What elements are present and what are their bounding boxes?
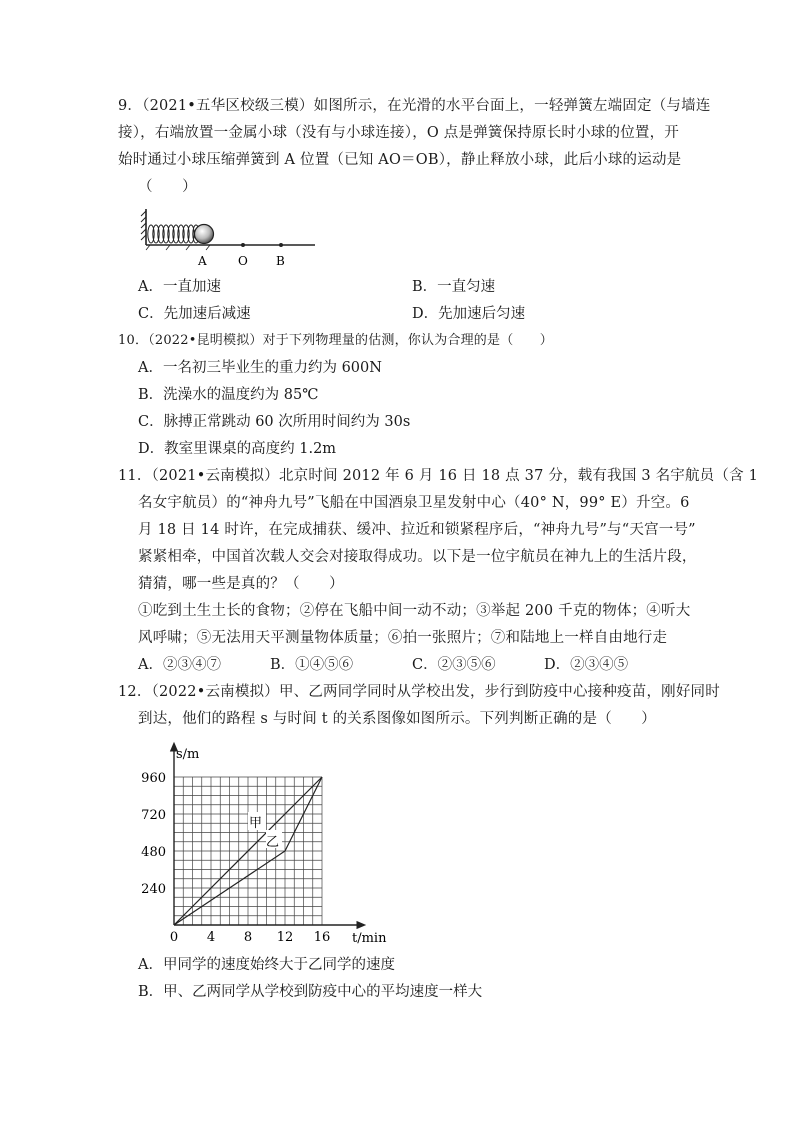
q11-option-d[interactable]: D．②③④⑤ [544,657,629,673]
q10-stem: 10．（2022•昆明模拟）对于下列物理量的估测，你认为合理的是（ ） [118,333,553,348]
q10-option-b[interactable]: B．洗澡水的温度约为 85℃ [138,387,319,403]
series-jia-label: 甲 [249,816,263,831]
x-tick-16: 16 [313,930,331,945]
y-axis-label: s/m [176,747,200,762]
q11-line-2: 名女宇航员）的“神舟九号”飞船在中国酒泉卫星发射中心（40° N，99° E）升空。6 [138,495,690,511]
y-tick-240: 240 [141,882,166,897]
x-tick-4: 4 [206,930,216,945]
label-o: O [238,254,248,268]
q9-option-d[interactable]: D．先加速后匀速 [412,306,526,322]
q12-option-a[interactable]: A．甲同学的速度始终大于乙同学的速度 [138,957,395,973]
q9-line-4: （ ） [138,179,197,195]
x-tick-0: 0 [169,930,179,945]
q9-option-c[interactable]: C．先加速后减速 [138,306,251,322]
x-tick-12: 12 [276,930,294,945]
q11-line-7: 风呼啸；⑤无法用天平测量物体质量；⑥拍一张照片；⑦和陆地上一样自由地行走 [138,630,668,646]
q9-line-1: 9．（2021•五华区校级三模）如图所示，在光滑的水平台面上，一轻弹簧左端固定（与墙连 [118,98,711,114]
s-t-graph [130,738,400,948]
q10-option-a[interactable]: A．一名初三毕业生的重力约为 600N [138,360,382,376]
x-axis-label: t/min [352,931,387,946]
q11-line-5: 猜猜，哪一些是真的？（ ） [138,576,344,592]
y-tick-480: 480 [141,845,166,860]
q11-option-b[interactable]: B．①④⑤⑥ [270,657,354,673]
x-tick-8: 8 [243,930,253,945]
q9-line-3: 始时通过小球压缩弹簧到 A 位置（已知 AO＝OB），静止释放小球，此后小球的运动是 [118,152,682,168]
spring-ball-figure [140,205,320,270]
q11-line-1: 11．（2021•云南模拟）北京时间 2012 年 6 月 16 日 18 点 37 分，载有我国 3 名宇航员（含 1 [118,468,759,484]
q9-option-b[interactable]: B．一直匀速 [412,279,496,295]
q12-option-b[interactable]: B．甲、乙两同学从学校到防疫中心的平均速度一样大 [138,984,483,1000]
q9-line-2: 接），右端放置一金属小球（没有与小球连接），O 点是弹簧保持原长时小球的位置，开 [118,125,679,141]
q10-option-d[interactable]: D．教室里课桌的高度约 1.2m [138,441,337,457]
q11-option-c[interactable]: C．②③⑤⑥ [412,657,496,673]
q11-line-6: ①吃到土生土长的食物；②停在飞船中间一动不动；③举起 200 千克的物体；④听大 [138,603,691,619]
q11-line-3: 月 18 日 14 时许，在完成捕获、缓冲、拉近和锁紧程序后，“神舟九号”与“天宫一号” [138,522,696,538]
y-tick-960: 960 [141,771,166,786]
y-tick-720: 720 [141,808,166,823]
q12-line-1: 12．（2022•云南模拟）甲、乙两同学同时从学校出发，步行到防疫中心接种疫苗，刚好同时 [118,684,720,700]
q11-option-a[interactable]: A．②③④⑦ [138,657,221,673]
label-b: B [276,254,285,268]
q12-line-2: 到达，他们的路程 s 与时间 t 的关系图像如图所示。下列判断正确的是（ ） [138,711,657,727]
q9-option-a[interactable]: A．一直加速 [138,279,221,295]
q11-line-4: 紧紧相牵，中国首次载人交会对接取得成功。以下是一位宇航员在神九上的生活片段， [138,549,697,565]
label-a: A [198,254,207,268]
q10-option-c[interactable]: C．脉搏正常跳动 60 次所用时间约为 30s [138,414,411,430]
series-yi-label: 乙 [266,835,280,850]
